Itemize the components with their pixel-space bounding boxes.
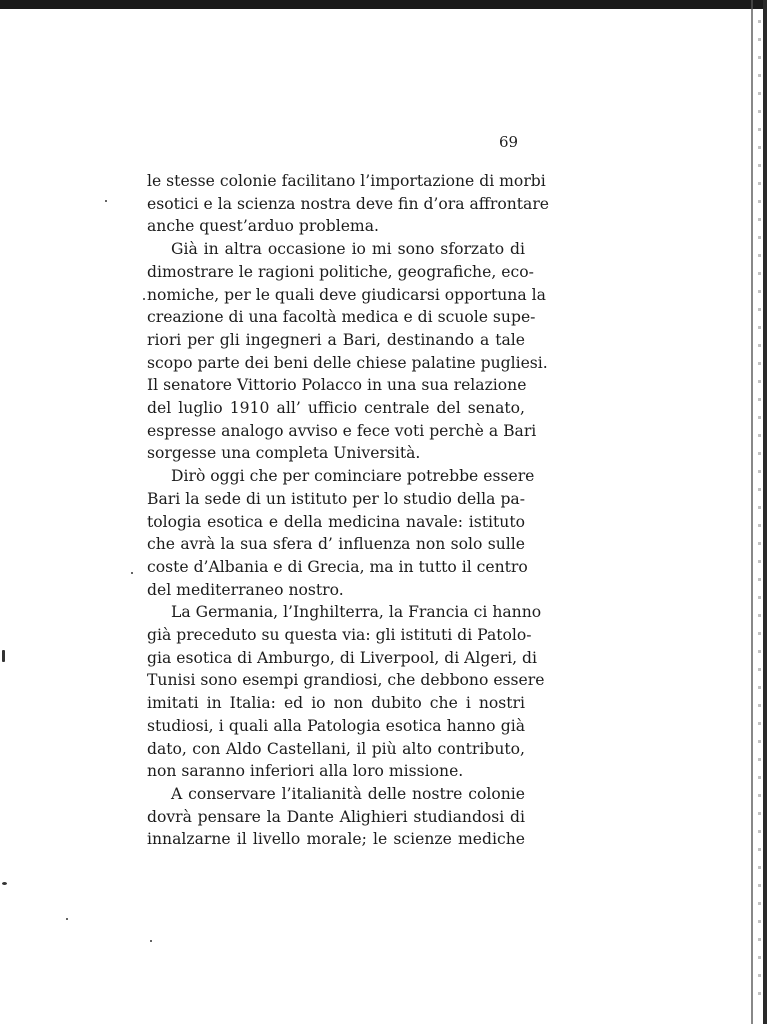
text-line: sorgesse una completa Università. [147,444,421,463]
text-line: dato, con Aldo Castellani, il più alto contributo, [147,739,525,758]
scan-speck [105,200,107,202]
scan-right-margin-line [751,0,753,1024]
text-line: espresse analogo avviso e fece voti perchè a Bari [147,421,537,440]
text-line: nomiche, per le quali deve giudicarsi opportuna la [147,285,546,304]
text-line: gia esotica di Amburgo, di Liverpool, di Algeri, di [147,648,537,667]
text-line: del luglio 1910 all’ ufficio centrale del senato, [147,399,525,418]
text-line: imitati in Italia: ed io non dubito che i nostri [147,694,525,713]
text-line: creazione di una facoltà medica e di scuole supe- [147,308,536,327]
text-line: A conservare l’italianità delle nostre colonie [171,784,525,803]
text-line: esotici e la scienza nostra deve fin d’ora affrontare [147,194,549,213]
text-line: tologia esotica e della medicina navale: istituto [147,512,525,531]
text-line: già preceduto su questa via: gli istituti di Patolo- [147,626,532,645]
text-line: La Germania, l’Inghilterra, la Francia ci hanno [171,603,542,622]
text-line: riori per gli ingegneri a Bari, destinando a tale [147,330,525,349]
body-text [147,170,549,851]
scan-speck [131,572,133,574]
scan-speck [150,940,152,942]
text-line: scopo parte dei beni delle chiese palatine pugliesi. [147,353,548,372]
scan-top-edge [0,0,767,9]
text-line: che avrà la sua sfera d’ influenza non solo sulle [147,535,525,554]
text-line: coste d’Albania e di Grecia, ma in tutto il centro [147,557,528,576]
page-number: 69 [499,133,519,151]
text-line: anche quest’arduo problema. [147,217,379,236]
text-line: le stesse colonie facilitano l’importazione di morbi [147,172,546,190]
scan-right-edge [763,0,767,1024]
text-line: Bari la sede di un istituto per lo studio della pa- [147,489,525,508]
text-line: non saranno inferiori alla loro missione. [147,762,464,781]
scan-speck [2,650,5,662]
text-line: del mediterraneo nostro. [147,580,344,599]
text-line: dovrà pensare la Dante Alighieri studiandosi di [147,807,525,826]
text-line: dimostrare le ragioni politiche, geografiche, eco- [147,262,534,281]
text-line: studiosi, i quali alla Patologia esotica hanno già [147,716,525,735]
text-line: Tunisi sono esempi grandiosi, che debbono essere [147,671,545,690]
text-line: Già in altra occasione io mi sono sforzato di [171,240,525,259]
scan-edge-noise [758,20,761,1000]
text-line: Il senatore Vittorio Polacco in una sua relazione [147,376,527,395]
scan-speck [66,918,68,920]
scan-speck [2,882,7,885]
text-line: Dirò oggi che per cominciare potrebbe essere [171,467,535,486]
scan-speck [143,298,145,300]
text-line: innalzarne il livello morale; le scienze mediche [147,830,525,849]
